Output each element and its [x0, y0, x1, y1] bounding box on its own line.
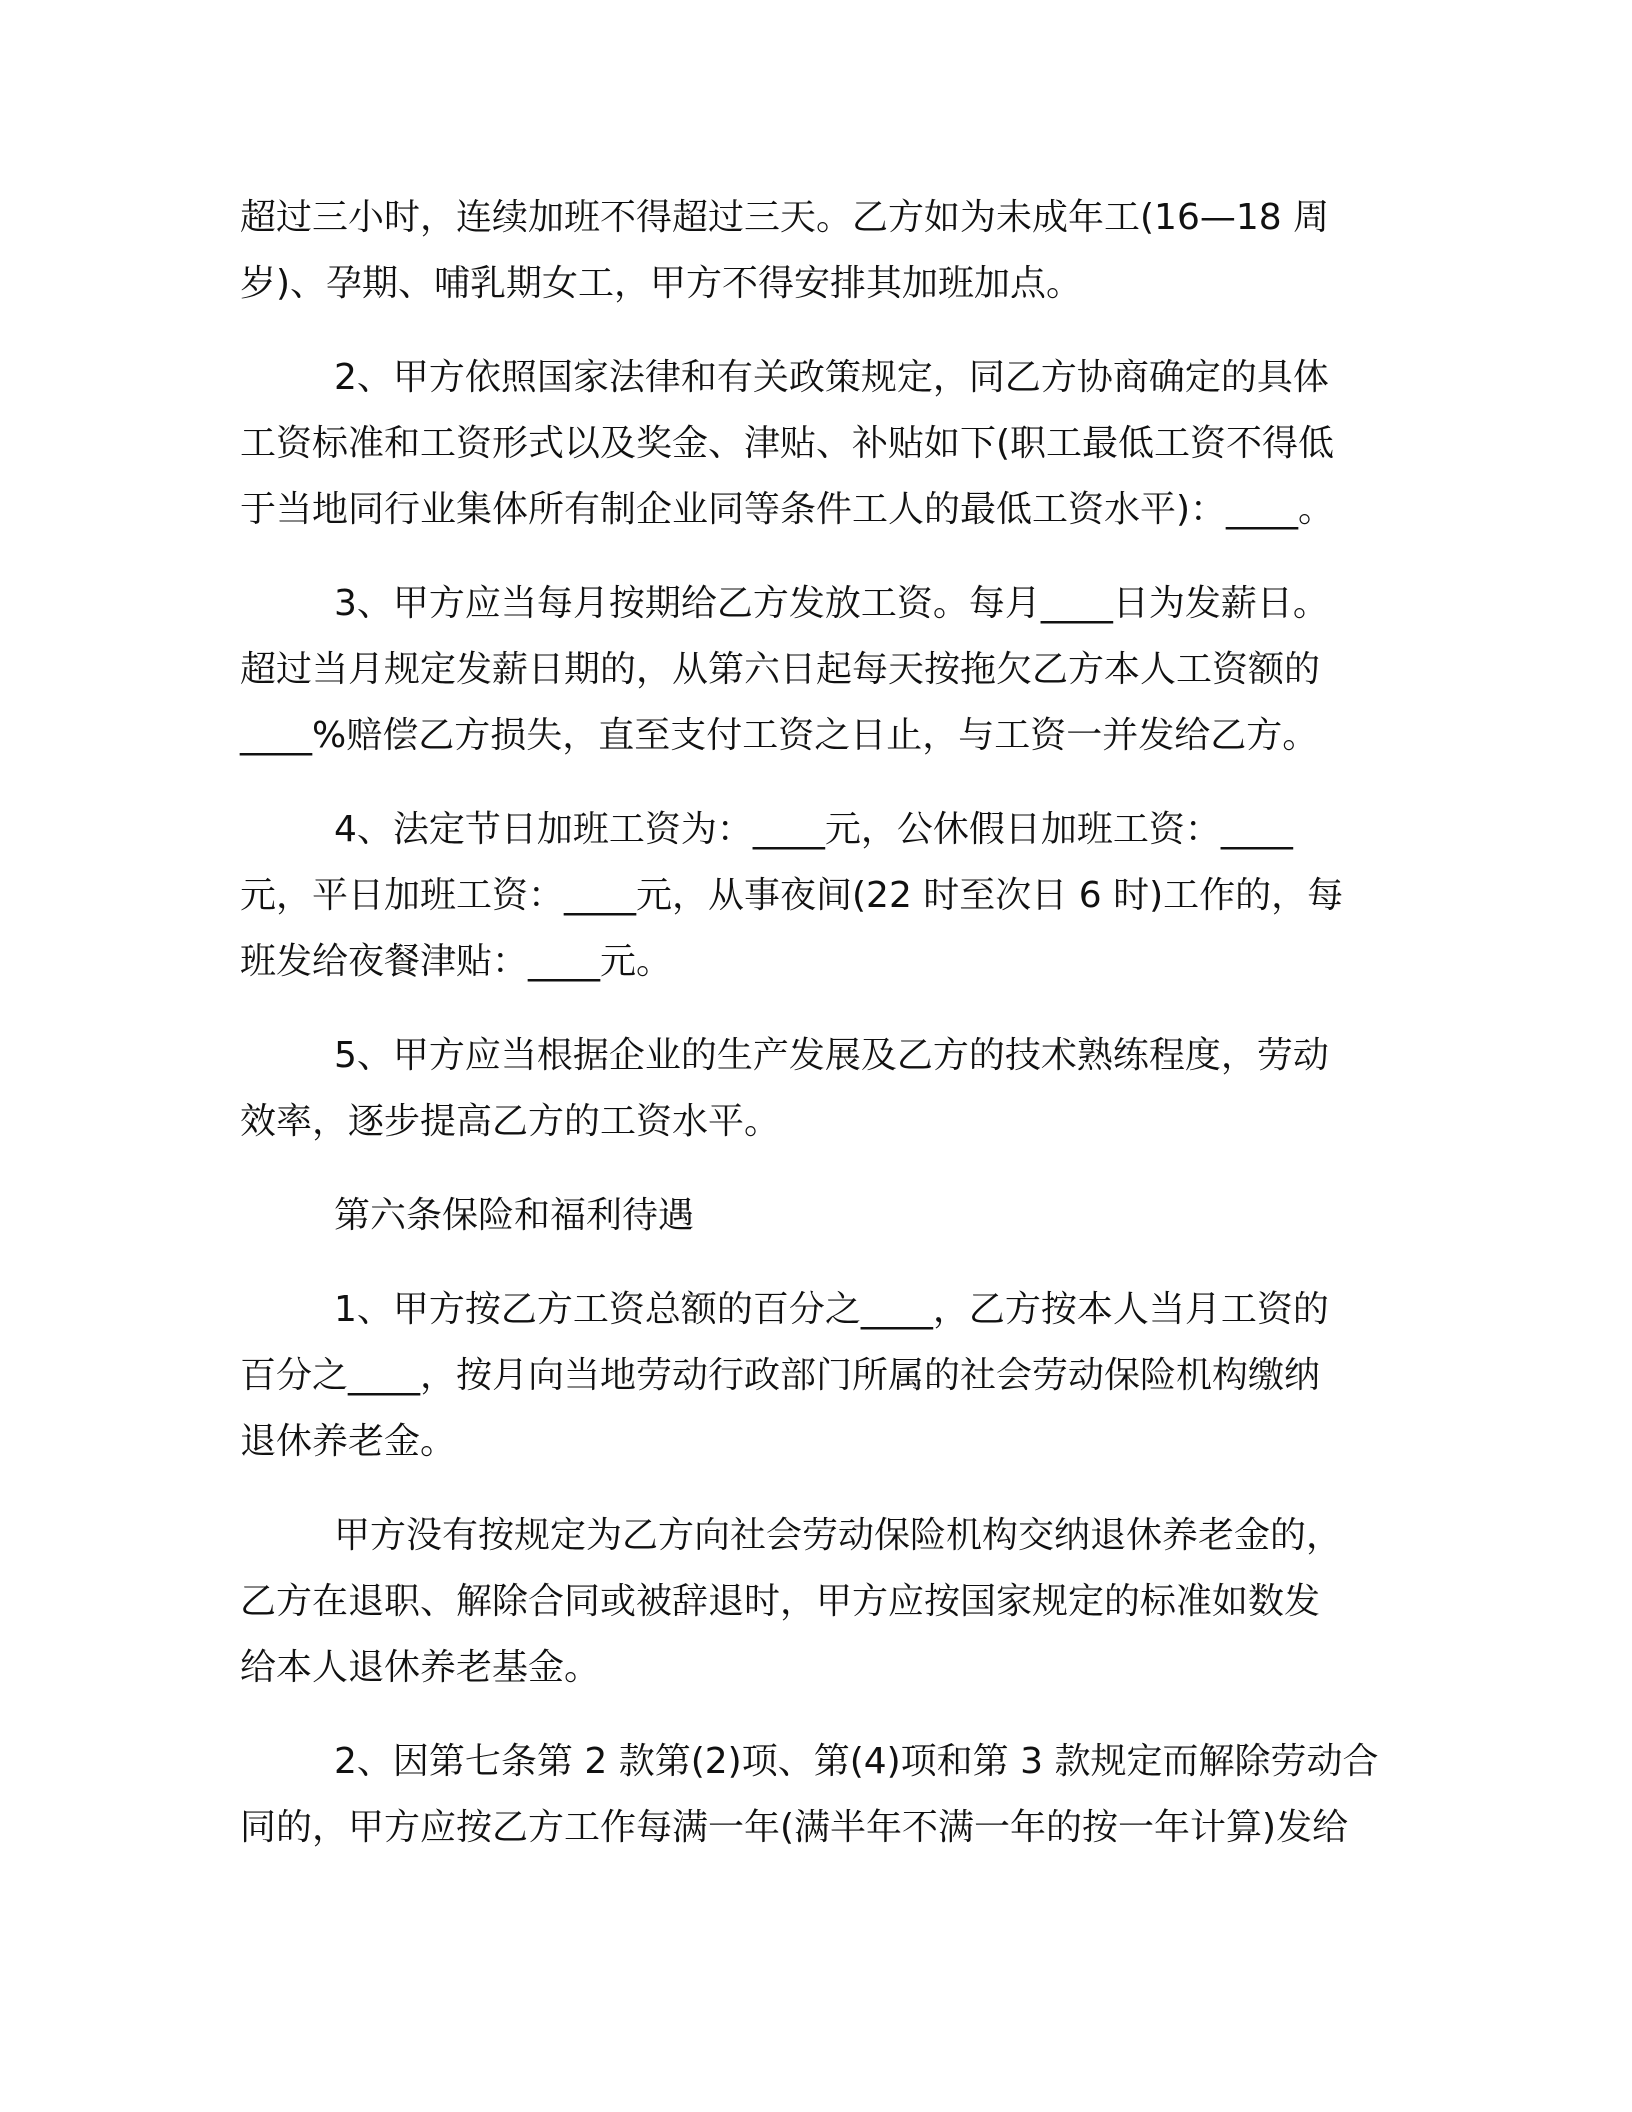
section-heading: 第六条保险和福利待遇 — [334, 1195, 695, 1236]
text-line: 元，平日加班工资：____元，从事夜间(22 时至次日 6 时)工作的，每 — [240, 875, 1344, 916]
text-line: 超过三小时，连续加班不得超过三天。乙方如为未成年工(16—18 周 — [240, 197, 1330, 238]
text-line: 效率，逐步提高乙方的工资水平。 — [240, 1101, 781, 1142]
text-line: 百分之____，按月向当地劳动行政部门所属的社会劳动保险机构缴纳 — [240, 1355, 1321, 1396]
text-line: 工资标准和工资形式以及奖金、津贴、补贴如下(职工最低工资不得低 — [240, 423, 1335, 464]
text-line: 3、甲方应当每月按期给乙方发放工资。每月____日为发薪日。 — [334, 583, 1329, 624]
text-line: 超过当月规定发薪日期的，从第六日起每天按拖欠乙方本人工资额的 — [240, 649, 1321, 690]
text-line: 5、甲方应当根据企业的生产发展及乙方的技术熟练程度，劳动 — [334, 1035, 1329, 1076]
text-line: 班发给夜餐津贴：____元。 — [240, 941, 673, 982]
text-line: ____%赔偿乙方损失，直至支付工资之日止，与工资一并发给乙方。 — [240, 715, 1319, 756]
text-line: 退休养老金。 — [240, 1421, 457, 1462]
text-line: 于当地同行业集体所有制企业同等条件工人的最低工资水平)：____。 — [240, 489, 1335, 530]
text-line: 同的，甲方应按乙方工作每满一年(满半年不满一年的按一年计算)发给 — [240, 1807, 1349, 1848]
text-line: 岁)、孕期、哺乳期女工，甲方不得安排其加班加点。 — [240, 263, 1083, 304]
text-line: 甲方没有按规定为乙方向社会劳动保险机构交纳退休养老金的， — [334, 1515, 1343, 1556]
text-line: 1、甲方按乙方工资总额的百分之____，乙方按本人当月工资的 — [334, 1289, 1329, 1330]
text-line: 乙方在退职、解除合同或被辞退时，甲方应按国家规定的标准如数发 — [240, 1581, 1321, 1622]
text-line: 给本人退休养老基金。 — [240, 1647, 601, 1688]
text-line: 4、法定节日加班工资为：____元，公休假日加班工资：____ — [334, 809, 1293, 850]
text-line: 2、甲方依照国家法律和有关政策规定，同乙方协商确定的具体 — [334, 357, 1329, 398]
text-line: 2、因第七条第 2 款第(2)项、第(4)项和第 3 款规定而解除劳动合 — [334, 1741, 1379, 1782]
